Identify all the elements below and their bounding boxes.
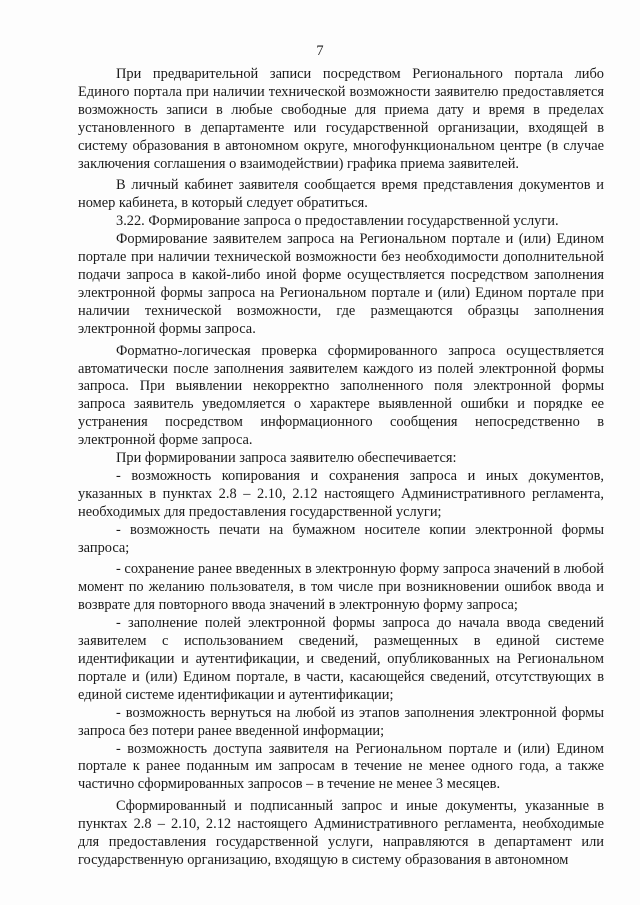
paragraph-provided-when-forming: При формировании запроса заявителю обеспечивается: [116, 450, 457, 467]
paragraph-personal-cabinet: В личный кабинет заявителя сообщается время представления документов и номер кабинета, в который следует обратиться. [78, 177, 604, 212]
paragraph-pre-registration: При предварительной записи посредством Регионального портала либо Единого портала при наличии технической возможности заявителю предоставляется возможность записи в любые свободные для приема дату и время в пределах установленного в департаменте или государственной организации, входящей в систему образования в автономном округе, многофункциональном центре (в случае заключения соглашения о взаимодействии) графика приема заявителей. [78, 66, 604, 172]
page-number: 7 [316, 43, 324, 59]
list-item-print: - возможность печати на бумажном носителе копии электронной формы запроса; [78, 521, 604, 556]
list-item-return-to-step: - возможность вернуться на любой из этапов заполнения электронной формы запроса без потери ранее введенной информации; [78, 704, 604, 739]
list-item-prefill-fields: - заполнение полей электронной формы запроса до начала ввода сведений заявителем с использованием сведений, размещенных в единой системе идентификации и аутентификации, и сведений, опубликованных на Региональном портале и (или) Едином портале, в части, касающейся сведений, отсутствующих в единой системе идентификации и аутентификации; [78, 615, 604, 703]
paragraph-request-formation: Формирование заявителем запроса на Региональном портале и (или) Едином портале при наличии технической возможности без необходимости дополнительной подачи запроса в какой-либо иной форме осуществляется посредством заполнения электронной формы запроса на Региональном портале и (или) Едином портале при наличии технической возможности, где размещаются образцы заполнения электронной формы запроса. [78, 231, 604, 337]
list-item-copy-save: - возможность копирования и сохранения запроса и иных документов, указанных в пунктах 2.8 – 2.10, 2.12 настоящего Административного регламента, необходимых для предоставления государственной услуги; [78, 467, 604, 520]
list-item-save-values: - сохранение ранее введенных в электронную форму запроса значений в любой момент по желанию пользователя, в том числе при возникновении ошибок ввода и возврате для повторного ввода значений в электронную форму запроса; [78, 561, 604, 614]
paragraph-format-logic-check: Форматно-логическая проверка сформированного запроса осуществляется автоматически после заполнения заявителем каждого из полей электронной формы запроса. При выявлении некорректно заполненного поля электронной формы запроса заявитель уведомляется о характере выявленной ошибки и порядке ее устранения посредством информационного сообщения непосредственно в электронной форме запроса. [78, 342, 604, 449]
paragraph-submission: Сформированный и подписанный запрос и иные документы, указанные в пунктах 2.8 – 2.10, 2.12 настоящего Административного регламента, необходимые для предоставления государственной услуги, направляются в департамент или государственную организацию, входящую в систему образования в автономном [78, 798, 604, 868]
section-heading-3-22: 3.22. Формирование запроса о предоставлении государственной услуги. [116, 213, 559, 230]
list-item-access-requests: - возможность доступа заявителя на Региональном портале и (или) Едином портале к ранее поданным им запросам в течение не менее одного года, а также частично сформированных запросов – в течение не менее 3 месяцев. [78, 740, 604, 793]
document-body [78, 66, 604, 870]
